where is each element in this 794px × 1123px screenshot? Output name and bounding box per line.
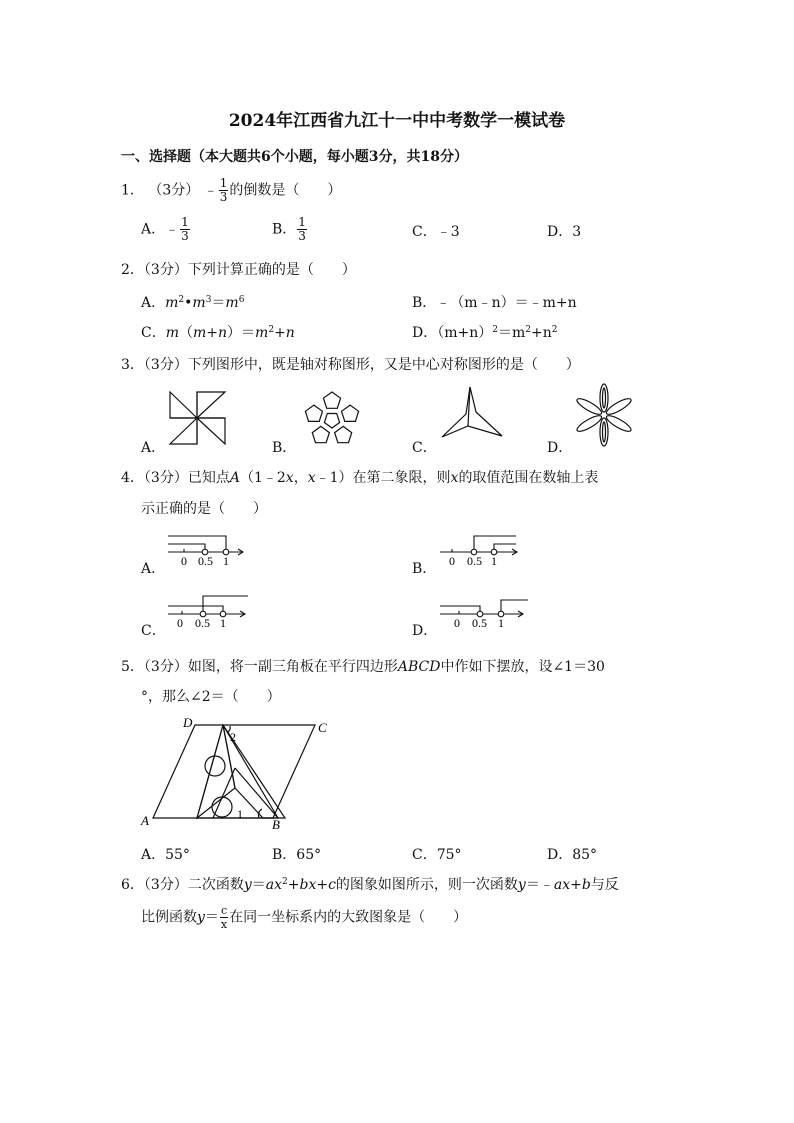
- tick-label-0.5: 0.5: [198, 554, 213, 568]
- number-line-b: [432, 532, 527, 572]
- point-b-label: B: [272, 817, 280, 832]
- question-score: （3分）: [148, 182, 200, 199]
- tick-label-0: 0: [449, 554, 455, 568]
- tick-label-1: 1: [498, 616, 504, 630]
- tick-label-1: 1: [223, 554, 229, 568]
- q1-option-d[interactable]: D．3: [547, 224, 582, 240]
- minus-sign: ﹣: [203, 182, 218, 199]
- q5-option-b[interactable]: B．65°: [272, 847, 322, 863]
- q5-option-d[interactable]: D．85°: [547, 847, 598, 863]
- tick-label-1: 1: [220, 616, 226, 630]
- q4-option-c[interactable]: C．: [141, 623, 166, 639]
- question-3: 3．（3分）下列图形中，既是轴对称图形，又是中心对称图形的是（ ）: [121, 357, 580, 373]
- question-4-line2: 示正确的是（ ）: [141, 501, 267, 517]
- q2-option-b[interactable]: B．﹣（m﹣n）＝﹣m+n: [412, 295, 577, 311]
- q2-option-c[interactable]: C．$m(m+n)=m^2+n$: [141, 325, 295, 341]
- q5-option-a[interactable]: A．55°: [141, 847, 190, 863]
- page-title: 2024年江西省九江十一中中考数学一模试卷: [228, 111, 566, 131]
- number-line-a: [160, 532, 255, 572]
- section-heading: 一、选择题（本大题共6个小题，每小题3分，共18分）: [121, 149, 468, 165]
- q4-option-a[interactable]: A．: [141, 561, 166, 577]
- q3-option-c[interactable]: C．: [412, 440, 437, 456]
- q1-option-a[interactable]: A．﹣ $\frac{1}{3}$: [141, 215, 189, 243]
- tick-label-0: 0: [177, 616, 183, 630]
- question-number: 1．: [121, 182, 144, 199]
- q1-option-c[interactable]: C．﹣3: [412, 224, 460, 240]
- parallelogram-figure: [135, 708, 345, 833]
- tick-label-1: 1: [491, 554, 497, 568]
- flower-figure: [570, 383, 638, 448]
- question-1: [121, 177, 341, 204]
- tick-label-0: 0: [181, 554, 187, 568]
- point-a-label: A: [141, 813, 149, 828]
- question-5-line2: °，那么∠2＝（ ）: [141, 689, 281, 705]
- number-line-d: [432, 594, 532, 634]
- question-2: 2．（3分）下列计算正确的是（ ）: [121, 262, 356, 278]
- question-5: 5．（3分）如图，将一副三角板在平行四边形ABCD中作如下摆放，设∠1＝30: [121, 659, 605, 675]
- pinwheel-figure: [165, 388, 230, 450]
- q5-option-c[interactable]: C．75°: [412, 847, 462, 863]
- q4-option-d[interactable]: D．: [412, 623, 438, 639]
- q3-option-d[interactable]: D．: [547, 440, 573, 456]
- point-d-label: D: [183, 715, 193, 730]
- q4-option-b[interactable]: B．: [412, 561, 437, 577]
- tick-label-0.5: 0.5: [467, 554, 482, 568]
- angle-1-label: 1: [237, 807, 243, 821]
- q1-option-b[interactable]: B． $\frac{1}{3}$: [272, 215, 306, 243]
- question-6: 6．（3分）二次函数$y=ax^2+bx+c$的图象如图所示，则一次函数y＝﹣ax+b与反: [121, 877, 619, 893]
- point-c-label: C: [318, 720, 327, 735]
- number-line-c: [160, 594, 255, 634]
- tick-label-0: 0: [454, 616, 460, 630]
- q3-option-a[interactable]: A．: [141, 440, 166, 456]
- q3-option-b[interactable]: B．: [272, 440, 297, 456]
- fraction: $\frac{1}{3}$: [219, 176, 228, 204]
- pentagon-figure: [297, 386, 367, 452]
- three-point-star-figure: [438, 384, 508, 444]
- question-4: 4．（3分）已知点A（1﹣2x，x﹣1）在第二象限，则x的取值范围在数轴上表: [121, 470, 599, 486]
- tick-label-0.5: 0.5: [195, 616, 210, 630]
- question-6-line2: 比例函数y＝ $\frac{c}{x}$ 在同一坐标系内的大致图象是（ ）: [141, 904, 468, 931]
- q2-option-d[interactable]: D．$(m+n)^2=m^2+n^2$: [412, 325, 558, 341]
- question-text: 的倒数是（ ）: [229, 182, 342, 199]
- angle-2-label: 2: [230, 730, 236, 744]
- tick-label-0.5: 0.5: [472, 616, 487, 630]
- q2-option-a[interactable]: A．$m^2•m^3=m^6$: [141, 295, 245, 311]
